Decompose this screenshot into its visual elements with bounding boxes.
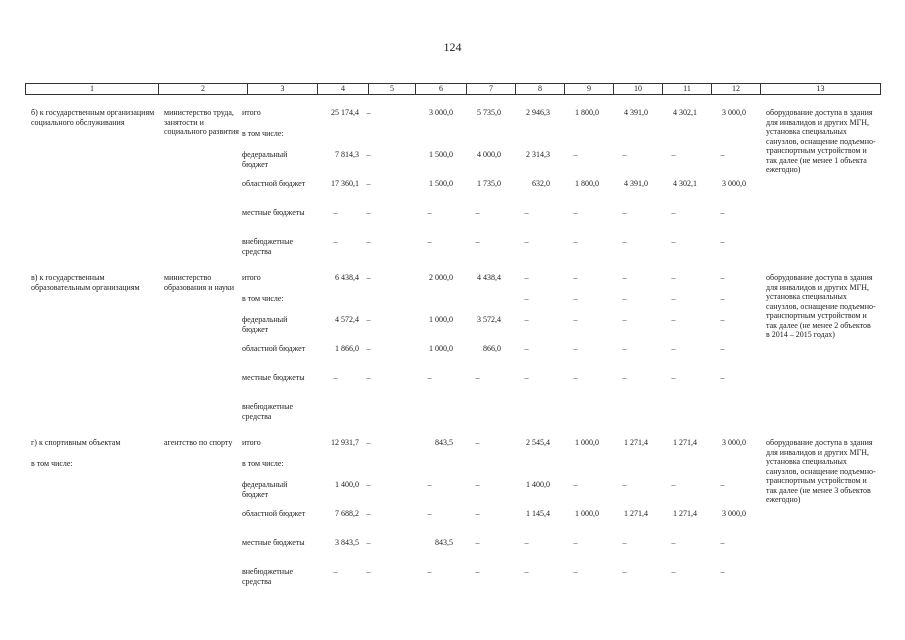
table-cell-value: – [427, 567, 432, 576]
table-cell-value: 4 391,0 [624, 108, 648, 117]
row-label: федеральный бюджет [242, 480, 288, 499]
row-label: внебюджетные средства [242, 402, 293, 421]
table-cell-value: 1 800,0 [575, 108, 599, 117]
table-cell-value: – [622, 344, 627, 353]
section-description: оборудование доступа в здания для инвалидов и других МГН, установка специальных санузлов, оснащение подъемно-транспортным устройством и так далее (не менее 1 объекта ежегодно) [766, 108, 876, 174]
table-cell-value: – [671, 237, 676, 246]
table-cell-value: – [622, 480, 627, 489]
table-cell-value: – [475, 208, 480, 217]
table-cell-value: – [720, 373, 725, 382]
table-cell-value: – [573, 567, 578, 576]
table-cell-value: – [475, 480, 480, 489]
table-cell-value: – [720, 567, 725, 576]
col-header-4: 4 [318, 84, 369, 95]
table-cell-value: – [475, 237, 480, 246]
row-label: в том числе: [242, 459, 284, 468]
col-header-12: 12 [712, 84, 761, 95]
column-header-table [25, 83, 881, 95]
table-cell-value: – [720, 208, 725, 217]
table-cell-value: 2 545,4 [526, 438, 550, 447]
table-cell-value: 1 000,0 [429, 344, 453, 353]
row-label: итого [242, 273, 261, 282]
table-cell-value: – [622, 567, 627, 576]
table-cell-value: 1 000,0 [429, 315, 453, 324]
table-cell-value: – [524, 237, 529, 246]
row-label: итого [242, 108, 261, 117]
table-cell-value: – [366, 538, 371, 547]
table-cell-value: – [671, 538, 676, 547]
table-cell-value: – [524, 567, 529, 576]
table-cell-value: 1 271,4 [624, 438, 648, 447]
table-cell-value: – [366, 344, 371, 353]
table-cell-value: – [622, 150, 627, 159]
table-cell-value: – [720, 237, 725, 246]
table-cell-value: 4 572,4 [335, 315, 359, 324]
row-label: областной бюджет [242, 344, 306, 353]
table-cell-value: – [366, 273, 371, 282]
table-cell-value: 1 145,4 [526, 509, 550, 518]
table-cell-value: 12 931,7 [331, 438, 359, 447]
col-header-6: 6 [416, 84, 467, 95]
table-cell-value: – [720, 273, 725, 282]
section-description: оборудование доступа в здания для инвалидов и других МГН, установка специальных санузлов, оснащение подъемно-транспортным устройством и так далее (не менее 2 объектов в 2014 – 2015 годах) [766, 273, 876, 339]
table-cell-value: 843,5 [435, 438, 453, 447]
table-cell-value: – [366, 108, 371, 117]
table-cell-value: – [475, 373, 480, 382]
table-cell-value: – [573, 237, 578, 246]
row-label: в том числе: [242, 294, 284, 303]
col-header-8: 8 [516, 84, 565, 95]
table-cell-value: – [333, 208, 338, 217]
table-cell-value: 7 814,3 [335, 150, 359, 159]
table-cell-value: – [333, 237, 338, 246]
table-cell-value: 1 400,0 [335, 480, 359, 489]
table-cell-value: 1 866,0 [335, 344, 359, 353]
table-cell-value: – [366, 179, 371, 188]
table-cell-value: 2 946,3 [526, 108, 550, 117]
table-cell-value: – [671, 208, 676, 217]
section-description: оборудование доступа в здания для инвалидов и других МГН, установка специальных санузлов, оснащение подъемно-транспортным устройством и так далее (не менее 3 объектов ежегодно) [766, 438, 876, 504]
table-cell-value: – [573, 315, 578, 324]
table-cell-value: – [366, 150, 371, 159]
table-cell-value: 3 572,4 [477, 315, 501, 324]
row-label: федеральный бюджет [242, 150, 288, 169]
table-cell-value: 3 000,0 [722, 509, 746, 518]
table-cell-value: – [366, 208, 371, 217]
col-header-7: 7 [467, 84, 516, 95]
table-cell-value: – [475, 538, 480, 547]
table-cell-value: – [524, 315, 529, 324]
table-cell-value: – [366, 567, 371, 576]
table-cell-value: – [622, 538, 627, 547]
col-header-13: 13 [761, 84, 881, 95]
row-label: областной бюджет [242, 509, 306, 518]
row-label: местные бюджеты [242, 373, 305, 382]
col-header-10: 10 [614, 84, 663, 95]
table-cell-value: – [573, 344, 578, 353]
table-cell-value: – [671, 315, 676, 324]
table-cell-value: – [427, 480, 432, 489]
table-cell-value: – [573, 480, 578, 489]
page-number: 124 [443, 40, 462, 54]
table-cell-value: – [573, 150, 578, 159]
table-cell-value: 4 302,1 [673, 179, 697, 188]
table-cell-value: 632,0 [532, 179, 550, 188]
table-cell-value: – [366, 480, 371, 489]
table-cell-value: 1 271,4 [673, 509, 697, 518]
table-cell-value: – [427, 373, 432, 382]
table-cell-value: 4 000,0 [477, 150, 501, 159]
table-cell-value: – [366, 509, 371, 518]
table-cell-value: 2 314,3 [526, 150, 550, 159]
row-label: областной бюджет [242, 179, 306, 188]
table-cell-value: – [671, 480, 676, 489]
table-cell-value: 1 000,0 [575, 438, 599, 447]
table-cell-value: – [573, 208, 578, 217]
table-cell-value: 1 500,0 [429, 179, 453, 188]
table-cell-value: – [573, 273, 578, 282]
col-header-1: 1 [26, 84, 159, 95]
table-cell-value: – [573, 294, 578, 303]
table-cell-value: – [366, 438, 371, 447]
col-header-2: 2 [159, 84, 248, 95]
row-label: внебюджетные средства [242, 237, 293, 256]
table-cell-value: 843,5 [435, 538, 453, 547]
col-header-9: 9 [565, 84, 614, 95]
table-cell-value: – [524, 373, 529, 382]
table-cell-value: – [524, 538, 529, 547]
section-ministry: министерство образования и науки [164, 273, 235, 292]
table-cell-value: – [622, 315, 627, 324]
table-cell-value: 3 000,0 [722, 438, 746, 447]
section-category-sub: в том числе: [31, 459, 73, 468]
table-cell-value: – [622, 294, 627, 303]
section-ministry: министерство труда, занятости и социального развития [164, 108, 239, 136]
table-cell-value: – [524, 273, 529, 282]
table-cell-value: 7 688,2 [335, 509, 359, 518]
table-cell-value: 25 174,4 [331, 108, 359, 117]
row-label: местные бюджеты [242, 538, 305, 547]
table-cell-value: 5 735,0 [477, 108, 501, 117]
table-cell-value: – [671, 294, 676, 303]
table-cell-value: – [720, 150, 725, 159]
row-label: итого [242, 438, 261, 447]
table-cell-value: – [333, 373, 338, 382]
table-cell-value: – [427, 208, 432, 217]
table-cell-value: – [475, 509, 480, 518]
table-cell-value: – [671, 273, 676, 282]
table-cell-value: 1 000,0 [575, 509, 599, 518]
table-cell-value: – [333, 567, 338, 576]
table-cell-value: – [622, 237, 627, 246]
table-cell-value: 4 438,4 [477, 273, 501, 282]
table-cell-value: – [671, 344, 676, 353]
table-cell-value: – [366, 237, 371, 246]
table-cell-value: 1 400,0 [526, 480, 550, 489]
col-header-5: 5 [369, 84, 416, 95]
table-cell-value: 6 438,4 [335, 273, 359, 282]
table-cell-value: 1 271,4 [624, 509, 648, 518]
table-cell-value: – [720, 344, 725, 353]
table-cell-value: – [720, 294, 725, 303]
section-category: в) к государственным образовательным организациям [31, 273, 140, 292]
section-ministry: агентство по спорту [164, 438, 233, 447]
table-cell-value: – [622, 208, 627, 217]
row-label: местные бюджеты [242, 208, 305, 217]
table-cell-value: – [720, 538, 725, 547]
table-cell-value: 3 000,0 [722, 108, 746, 117]
row-label: федеральный бюджет [242, 315, 288, 334]
table-cell-value: – [671, 567, 676, 576]
table-cell-value: – [366, 373, 371, 382]
table-cell-value: – [427, 237, 432, 246]
table-cell-value: 1 271,4 [673, 438, 697, 447]
table-cell-value: 3 843,5 [335, 538, 359, 547]
table-cell-value: 866,0 [483, 344, 501, 353]
table-cell-value: – [573, 373, 578, 382]
table-cell-value: – [622, 373, 627, 382]
table-cell-value: – [573, 538, 578, 547]
table-cell-value: 2 000,0 [429, 273, 453, 282]
table-cell-value: – [366, 315, 371, 324]
table-cell-value: – [524, 344, 529, 353]
table-cell-value: 1 735,0 [477, 179, 501, 188]
table-cell-value: 4 391,0 [624, 179, 648, 188]
row-label: в том числе: [242, 129, 284, 138]
table-cell-value: – [622, 273, 627, 282]
table-cell-value: – [524, 208, 529, 217]
table-cell-value: 3 000,0 [722, 179, 746, 188]
table-cell-value: 3 000,0 [429, 108, 453, 117]
table-cell-value: 1 800,0 [575, 179, 599, 188]
table-cell-value: – [671, 373, 676, 382]
table-cell-value: – [475, 438, 480, 447]
col-header-3: 3 [248, 84, 318, 95]
table-cell-value: – [427, 509, 432, 518]
section-category: б) к государственным организациям социального обслуживания [31, 108, 155, 127]
table-cell-value: 1 500,0 [429, 150, 453, 159]
table-cell-value: – [475, 567, 480, 576]
table-cell-value: – [720, 480, 725, 489]
row-label: внебюджетные средства [242, 567, 293, 586]
table-cell-value: 4 302,1 [673, 108, 697, 117]
table-cell-value: 17 360,1 [331, 179, 359, 188]
table-cell-value: – [671, 150, 676, 159]
col-header-11: 11 [663, 84, 712, 95]
section-category: г) к спортивным объектам [31, 438, 121, 447]
table-cell-value: – [720, 315, 725, 324]
table-cell-value: – [524, 294, 529, 303]
